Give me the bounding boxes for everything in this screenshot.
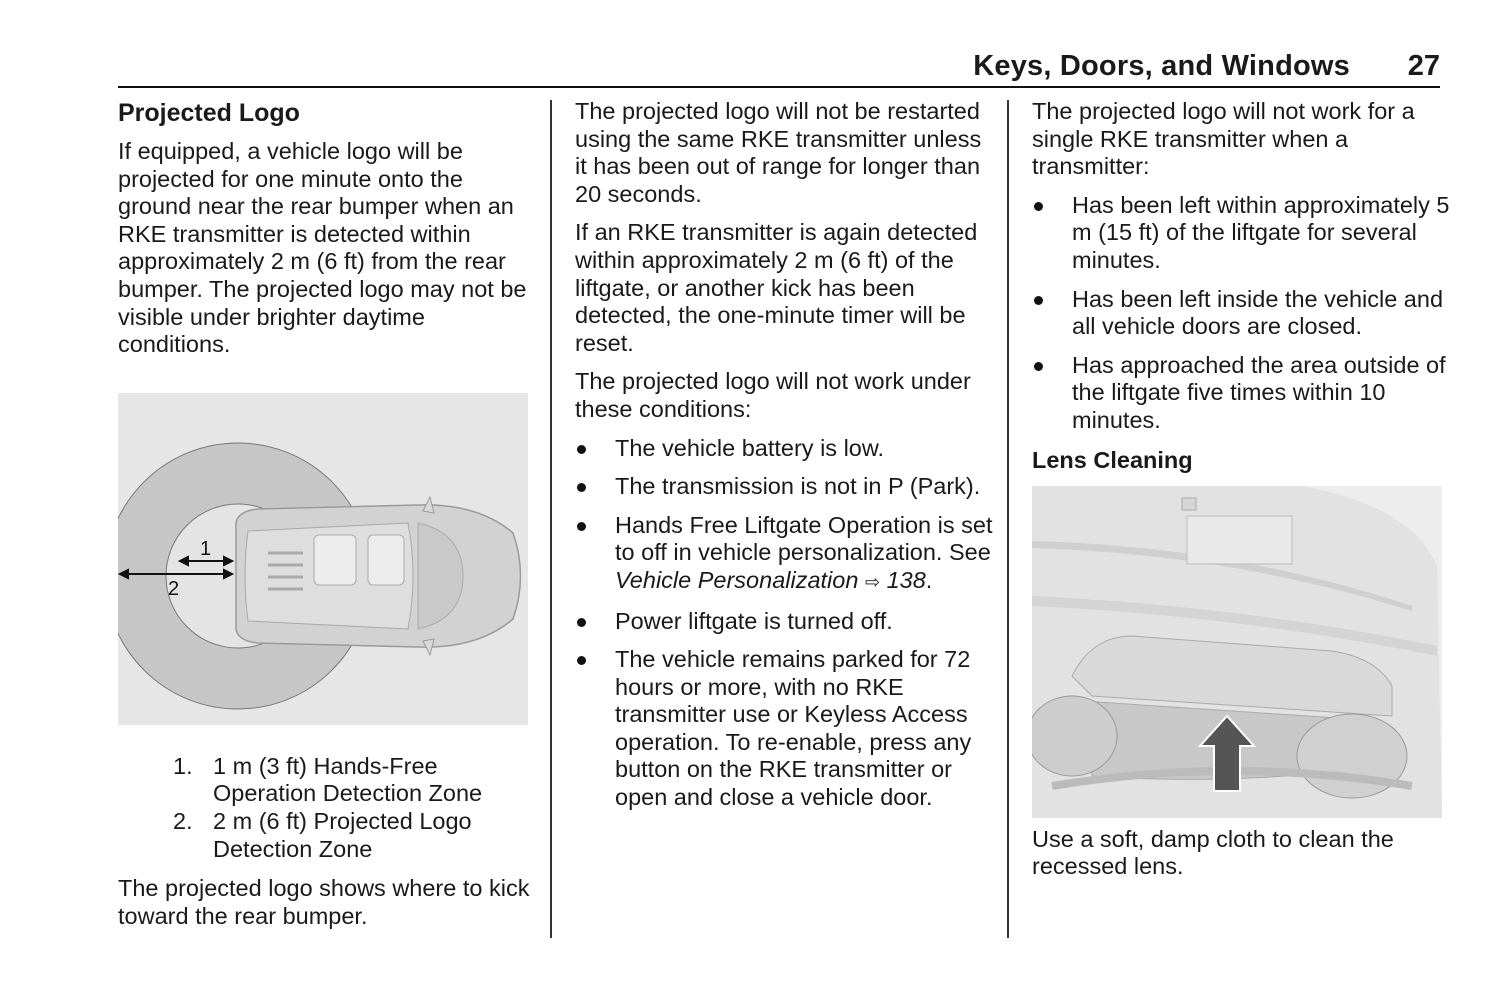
column-2 [575,98,995,823]
page-reference[interactable]: 138 [886,566,926,593]
transmitter-conditions-list [1032,192,1452,435]
paragraph: If an RKE transmitter is again detected within approximately 2 m (6 ft) of the liftgate, or another kick has been detected, the one-minute timer will be reset. [575,219,978,356]
list-item: The transmission is not in P (Park). [575,473,995,501]
column-3 [1032,98,1452,892]
column-divider [1007,100,1009,938]
callout-1: 1 [200,537,212,560]
list-item: Has been left inside the vehicle and all vehicle doors are closed. [1032,286,1452,341]
figure-legend [173,753,530,863]
page-reference-arrow-icon: ⇨ [864,571,881,592]
lens-location-figure [1032,486,1442,818]
cross-reference-link[interactable]: Vehicle Personalization [615,566,859,593]
section-title: Keys, Doors, and Windows [973,50,1350,82]
list-item: Has approached the area outside of the liftgate five times within 10 minutes. [1032,352,1452,435]
detection-zone-figure [118,393,528,725]
vehicle-top-view-illustration [118,393,528,725]
conditions-list [575,435,995,812]
column-1 [118,98,530,941]
page-number: 27 [1407,50,1440,82]
legend-item: 2. 2 m (6 ft) Projected Logo Detection Zone [173,807,472,862]
paragraph: The projected logo will not work for a single RKE transmitter when a transmitter: [1032,98,1415,180]
legend-item: 1. 1 m (3 ft) Hands-Free Operation Detection Zone [173,752,483,807]
section-heading: Projected Logo [118,99,300,127]
column-divider [550,100,552,938]
subheading-lens-cleaning: Lens Cleaning [1032,446,1193,473]
closing-paragraph: The projected logo shows where to kick toward the rear bumper. [118,875,530,929]
callout-2: 2 [168,577,180,600]
list-item: The vehicle battery is low. [575,435,995,463]
paragraph: The projected logo will not work under these conditions: [575,368,971,422]
figure-caption: Use a soft, damp cloth to clean the recessed lens. [1032,825,1394,880]
list-item: The vehicle remains parked for 72 hours or more, with no RKE transmitter use or Keyless Access operation. To re-enable, press any button on the RKE transmitter or open and close a vehicle door. [575,646,995,812]
intro-paragraph: If equipped, a vehicle logo will be projected for one minute onto the ground near the rear bumper when an RKE transmitter is detected within approximately 2 m (6 ft) from the rear bumper. The projected logo may not be visible under brighter daytime conditions. [118,138,527,358]
paragraph: The projected logo will not be restarted using the same RKE transmitter unless it has been out of range for longer than 20 seconds. [575,98,982,207]
rear-bumper-underside-illustration [1032,486,1442,818]
list-item: Power liftgate is turned off. [575,608,995,636]
page-header [118,48,1440,88]
list-item: Has been left within approximately 5 m (15 ft) of the liftgate for several minutes. [1032,192,1452,275]
list-item: Hands Free Liftgate Operation is set to off in vehicle personalization. See Vehicle Personalization ⇨ 138. [575,512,995,597]
